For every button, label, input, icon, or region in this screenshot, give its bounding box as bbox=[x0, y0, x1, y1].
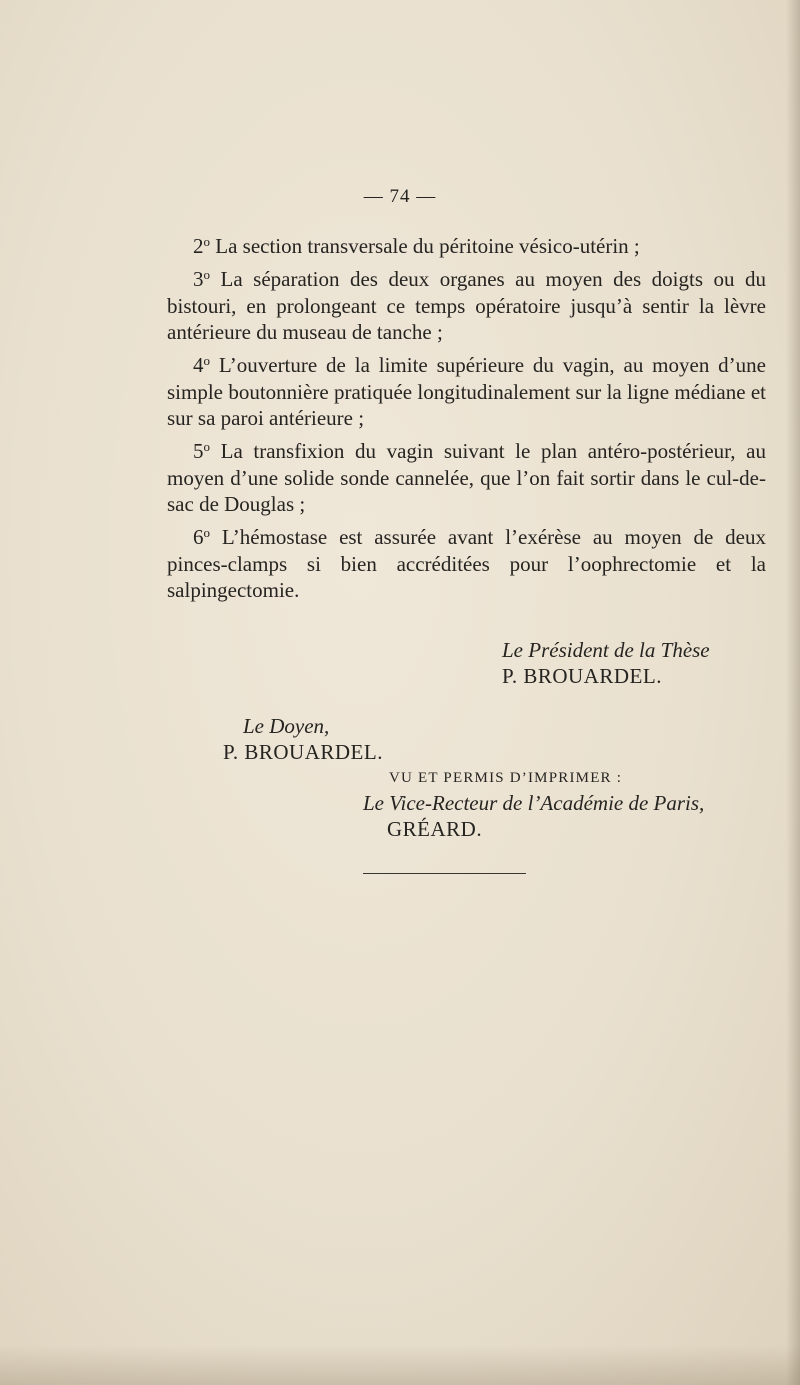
item-text: La section transversale du péritoine vésico-utérin ; bbox=[210, 234, 640, 258]
page-number: — 74 — bbox=[363, 186, 437, 207]
item-number: 6 bbox=[193, 525, 204, 549]
item-text: L’hémostase est assurée avant l’exérèse au moyen de deux pinces-clamps si bien accréditées pour l’oophrectomie et la salpingectomie. bbox=[167, 525, 766, 602]
item-number: 4 bbox=[193, 353, 204, 377]
item-ordinal-sup: o bbox=[203, 439, 210, 454]
body-text bbox=[167, 233, 766, 604]
president-signature bbox=[502, 637, 710, 689]
list-item bbox=[167, 438, 766, 518]
list-item bbox=[167, 233, 766, 260]
item-number: 3 bbox=[193, 267, 204, 291]
doyen-name: P. BROUARDEL. bbox=[223, 740, 383, 764]
item-ordinal-sup: o bbox=[203, 525, 210, 540]
president-role: Le Président de la Thèse bbox=[502, 638, 710, 662]
item-text: L’ouverture de la limite supérieure du vagin, au moyen d’une simple boutonnière pratiquée longitudinalement sur la ligne médiane et sur sa paroi antérieure ; bbox=[167, 353, 766, 430]
vice-rector-role: Le Vice-Recteur de l’Académie de Paris, bbox=[363, 791, 705, 815]
item-ordinal-sup: o bbox=[203, 267, 210, 282]
closing-rule bbox=[363, 873, 526, 874]
item-text: La séparation des deux organes au moyen des doigts ou du bistouri, en prolongeant ce temps opératoire jusqu’à sentir la lèvre antérieure du museau de tanche ; bbox=[167, 267, 766, 344]
item-ordinal-sup: o bbox=[203, 234, 210, 249]
list-item bbox=[167, 352, 766, 432]
imprimatur-block bbox=[363, 766, 704, 842]
item-text: La transfixion du vagin suivant le plan antéro-postérieur, au moyen d’une solide sonde cannelée, que l’on fait sortir dans le cul-de-sac de Douglas ; bbox=[167, 439, 766, 516]
vice-rector-name: GRÉARD. bbox=[387, 817, 483, 841]
page-bottom-shading bbox=[0, 1345, 800, 1385]
president-name: P. BROUARDEL. bbox=[502, 664, 662, 688]
doyen-signature bbox=[223, 713, 383, 765]
item-number: 5 bbox=[193, 439, 204, 463]
item-number: 2 bbox=[193, 234, 204, 258]
item-ordinal-sup: o bbox=[203, 353, 210, 368]
doyen-role: Le Doyen, bbox=[243, 714, 330, 738]
list-item bbox=[167, 524, 766, 604]
imprimatur-permit: VU ET PERMIS D’IMPRIMER : bbox=[389, 770, 623, 786]
list-item bbox=[167, 266, 766, 346]
